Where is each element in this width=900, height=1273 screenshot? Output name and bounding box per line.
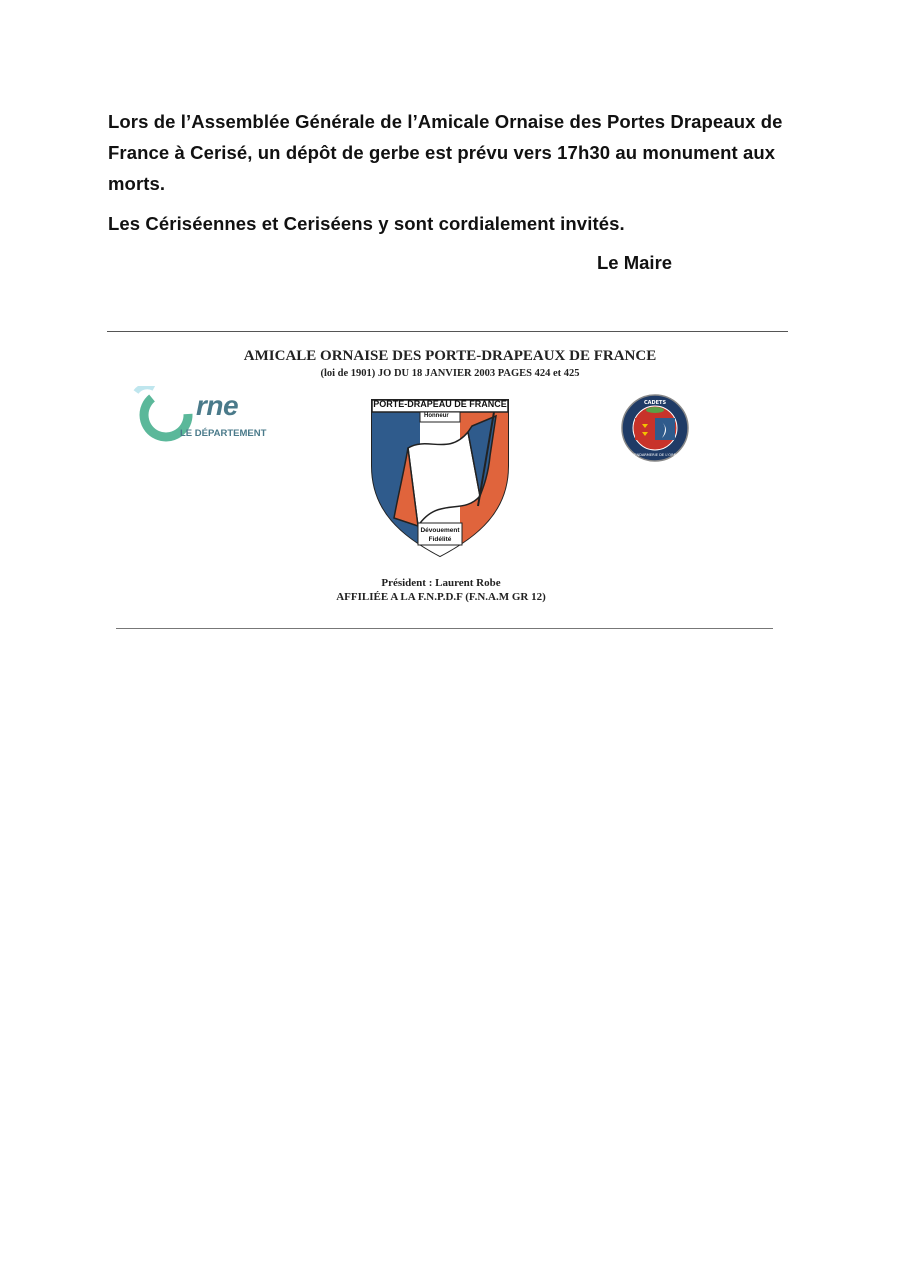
shield-motto-bottom <box>418 526 462 544</box>
letterhead-title: AMICALE ORNAISE DES PORTE-DRAPEAUX DE FRANCE <box>243 348 657 364</box>
affiliation-line: AFFILIÉE A LA F.N.P.D.F (F.N.A.M GR 12) <box>336 591 546 603</box>
cadets-badge-label-top: CADETS <box>643 400 667 406</box>
shield-motto-top: Honneur <box>424 413 449 419</box>
president-line: Président : Laurent Robe <box>381 577 501 589</box>
notice-paragraph-2: Les Cériséennes et Ceriséens y sont cordialement invités. <box>108 213 625 234</box>
bottom-divider <box>116 628 773 629</box>
shield-motto-fidelite: Fidélité <box>428 536 452 543</box>
signature: Le Maire <box>597 252 673 273</box>
top-divider <box>107 331 788 332</box>
shield-motto-devouement: Dévouement <box>420 527 460 534</box>
letterhead-subtitle: (loi de 1901) JO DU 18 JANVIER 2003 PAGES 424 et 425 <box>320 368 580 379</box>
notice-text <box>108 106 808 248</box>
shield-band-text: PORTE-DRAPEAU DE FRANCE <box>373 399 507 409</box>
orne-logo-word: rne <box>196 390 239 421</box>
notice-paragraph-1: Lors de l’Assemblée Générale de l’Amicale Ornaise des Portes Drapeaux de France à Cerisé, un dépôt de gerbe est prévu vers 17h30 au monument aux morts. <box>108 111 783 194</box>
cadets-badge-label-bottom: GENDARMERIE DE L'ORNE <box>631 453 679 457</box>
cadets-gendarmerie-badge-icon <box>620 392 690 464</box>
orne-logo-tagline: LE DÉPARTEMENT <box>180 428 267 439</box>
